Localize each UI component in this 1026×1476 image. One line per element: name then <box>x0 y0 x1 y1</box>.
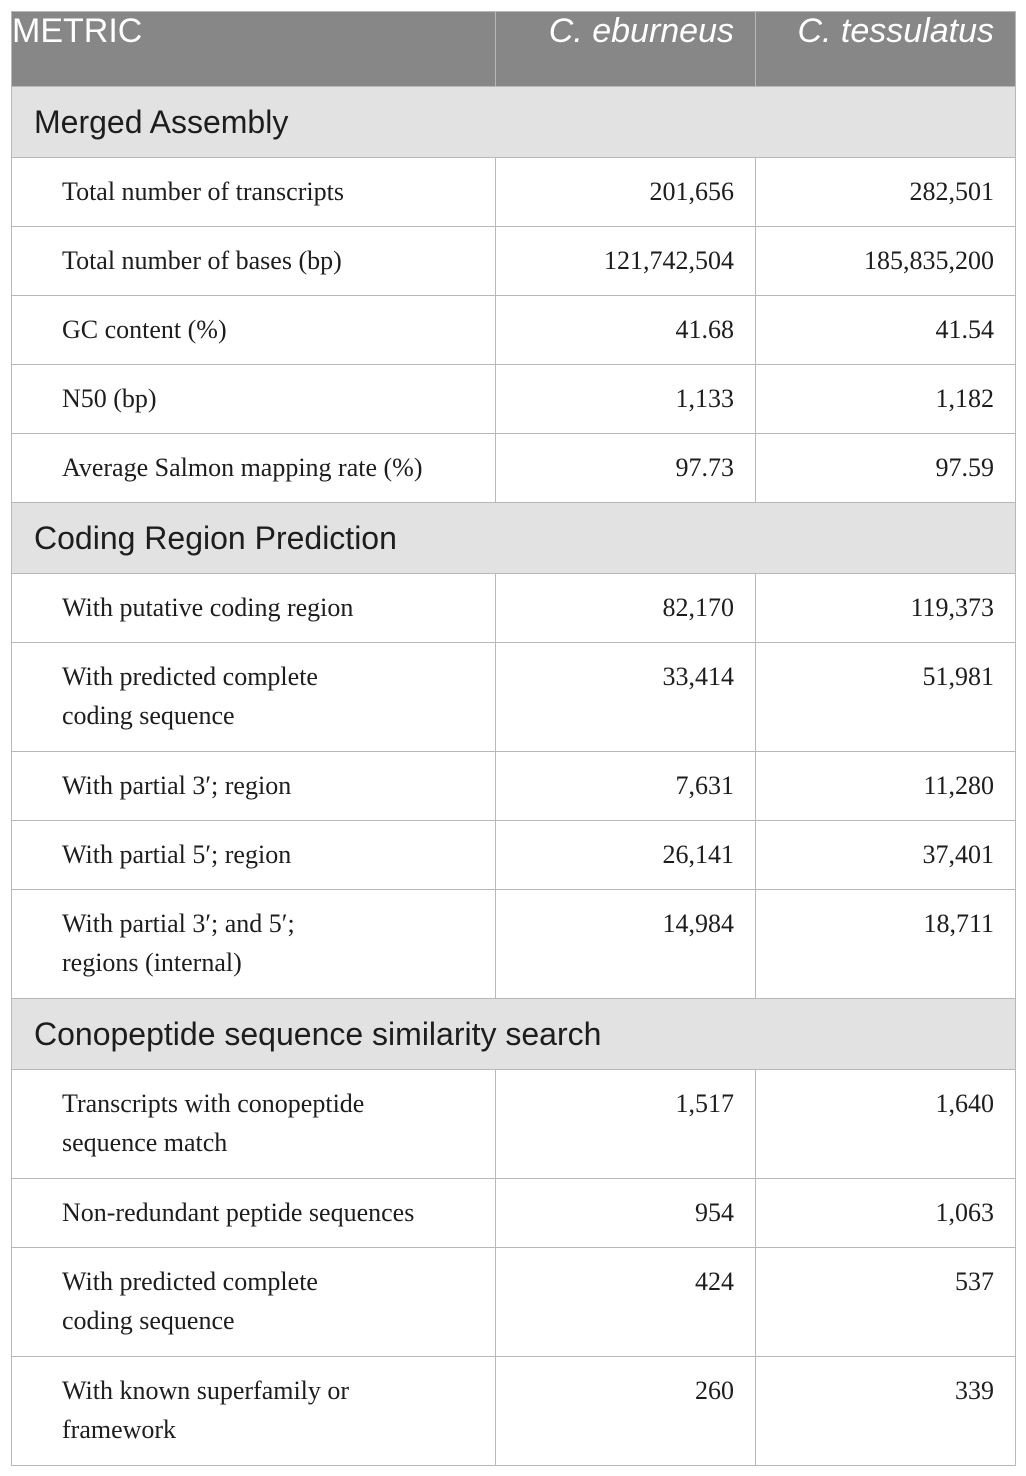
value-tessulatus: 41.54 <box>756 296 1016 365</box>
value-eburneus: 954 <box>496 1179 756 1248</box>
table-row <box>12 752 1016 821</box>
value-eburneus: 260 <box>496 1357 756 1466</box>
value-tessulatus: 119,373 <box>756 574 1016 643</box>
value-eburneus: 201,656 <box>496 158 756 227</box>
table-row <box>12 821 1016 890</box>
value-tessulatus: 18,711 <box>756 890 1016 999</box>
value-tessulatus: 1,063 <box>756 1179 1016 1248</box>
value-tessulatus: 11,280 <box>756 752 1016 821</box>
section-row-coding-region-prediction <box>12 503 1016 574</box>
value-eburneus: 424 <box>496 1248 756 1357</box>
row-label: With predicted complete coding sequence <box>12 643 496 752</box>
header-row <box>12 12 1016 87</box>
value-tessulatus: 339 <box>756 1357 1016 1466</box>
table-row <box>12 574 1016 643</box>
row-label: With partial 5′; region <box>12 821 496 890</box>
row-label: Total number of bases (bp) <box>12 227 496 296</box>
row-label: With known superfamily or framework <box>12 1357 496 1466</box>
value-tessulatus: 185,835,200 <box>756 227 1016 296</box>
section-row-merged-assembly <box>12 87 1016 158</box>
value-eburneus: 33,414 <box>496 643 756 752</box>
section-row-conopeptide-search <box>12 999 1016 1070</box>
row-label: N50 (bp) <box>12 365 496 434</box>
table-row <box>12 365 1016 434</box>
value-tessulatus: 282,501 <box>756 158 1016 227</box>
table-row <box>12 227 1016 296</box>
row-label: With predicted complete coding sequence <box>12 1248 496 1357</box>
value-tessulatus: 97.59 <box>756 434 1016 503</box>
value-eburneus: 1,517 <box>496 1070 756 1179</box>
row-label: With putative coding region <box>12 574 496 643</box>
table-row <box>12 1070 1016 1179</box>
metrics-table <box>11 11 1016 1466</box>
row-label: With partial 3′; region <box>12 752 496 821</box>
table-row <box>12 1179 1016 1248</box>
table-row <box>12 643 1016 752</box>
section-title: Merged Assembly <box>12 87 1016 158</box>
table-row <box>12 296 1016 365</box>
value-tessulatus: 1,182 <box>756 365 1016 434</box>
value-eburneus: 26,141 <box>496 821 756 890</box>
table-row <box>12 1248 1016 1357</box>
value-tessulatus: 51,981 <box>756 643 1016 752</box>
section-title: Coding Region Prediction <box>12 503 1016 574</box>
row-label: Non-redundant peptide sequences <box>12 1179 496 1248</box>
value-eburneus: 1,133 <box>496 365 756 434</box>
value-eburneus: 7,631 <box>496 752 756 821</box>
table-row <box>12 1357 1016 1466</box>
value-eburneus: 14,984 <box>496 890 756 999</box>
row-label: Average Salmon mapping rate (%) <box>12 434 496 503</box>
value-eburneus: 82,170 <box>496 574 756 643</box>
value-tessulatus: 37,401 <box>756 821 1016 890</box>
header-species-tessulatus: C. tessulatus <box>756 12 1016 87</box>
section-title: Conopeptide sequence similarity search <box>12 999 1016 1070</box>
row-label: GC content (%) <box>12 296 496 365</box>
value-tessulatus: 537 <box>756 1248 1016 1357</box>
value-eburneus: 41.68 <box>496 296 756 365</box>
value-eburneus: 97.73 <box>496 434 756 503</box>
table-row <box>12 434 1016 503</box>
table-row <box>12 158 1016 227</box>
table-row <box>12 890 1016 999</box>
row-label: Total number of transcripts <box>12 158 496 227</box>
value-eburneus: 121,742,504 <box>496 227 756 296</box>
header-species-eburneus: C. eburneus <box>496 12 756 87</box>
row-label: Transcripts with conopeptide sequence match <box>12 1070 496 1179</box>
value-tessulatus: 1,640 <box>756 1070 1016 1179</box>
header-metric: METRIC <box>12 12 496 87</box>
row-label: With partial 3′; and 5′; regions (internal) <box>12 890 496 999</box>
